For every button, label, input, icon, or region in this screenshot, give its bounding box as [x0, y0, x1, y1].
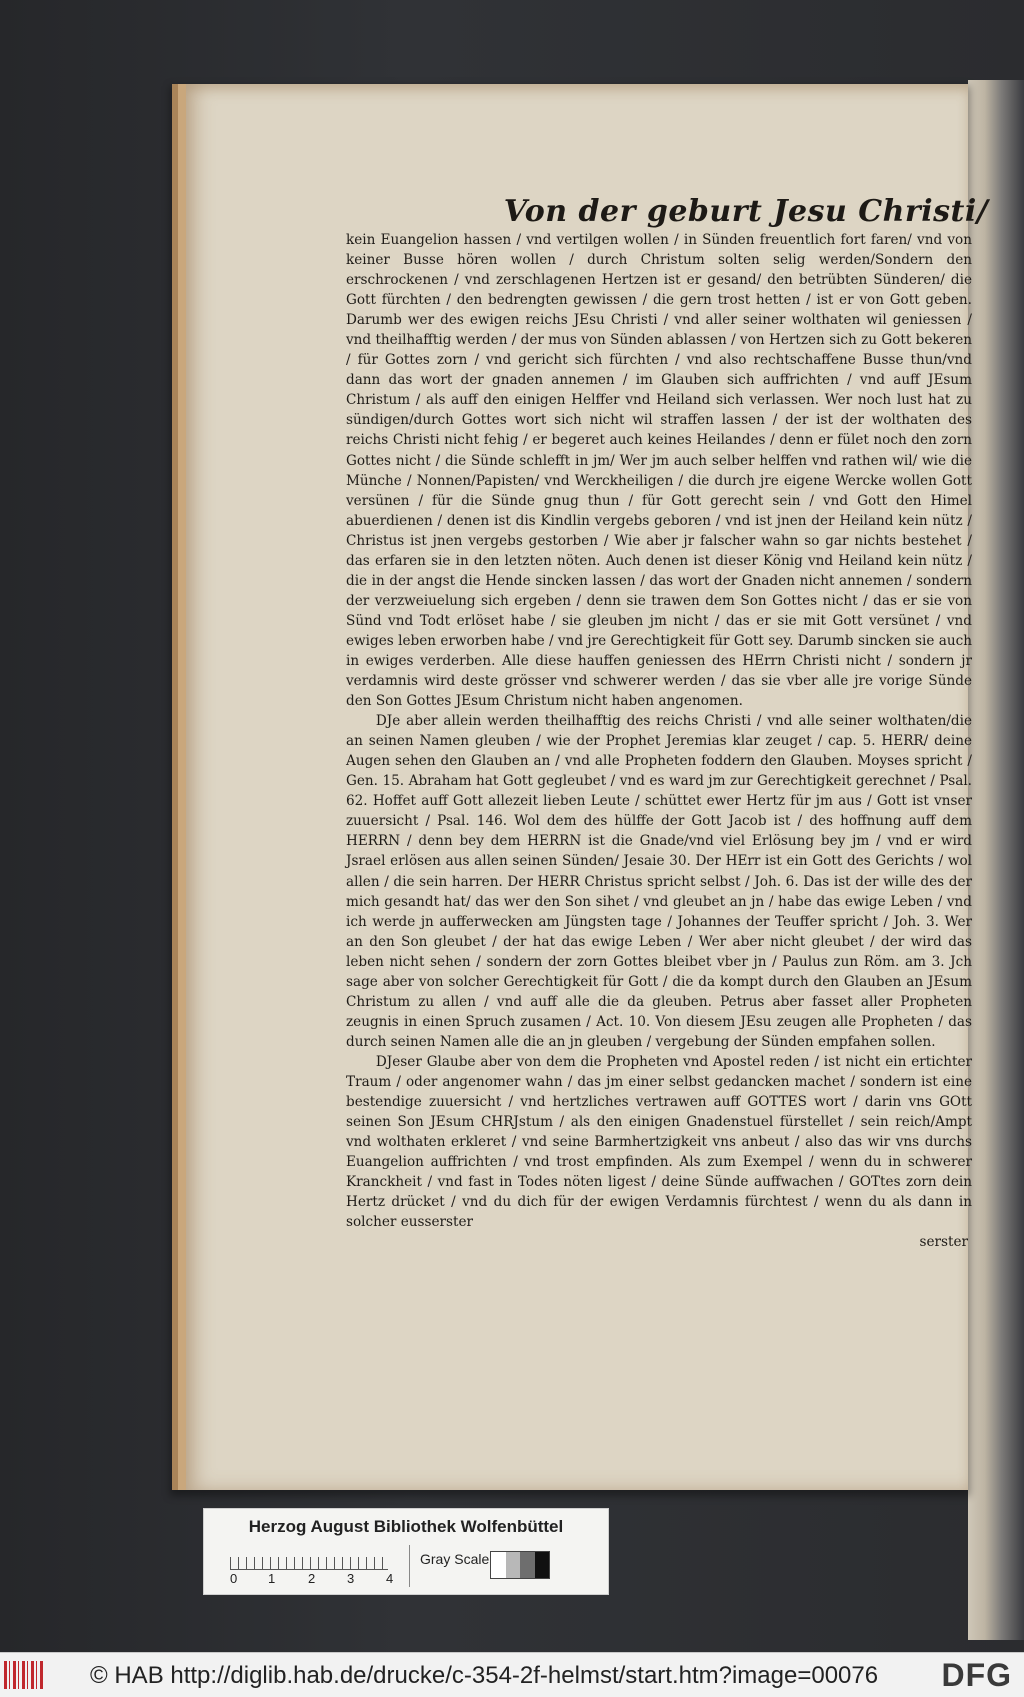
source-url-link[interactable]: © HAB http://diglib.hab.de/drucke/c-354-2f-helmst/start.htm?image=00076 — [90, 1662, 879, 1689]
gray-swatch — [506, 1552, 521, 1578]
ruler-numbers — [226, 1571, 406, 1589]
paragraph-2: DJe aber allein werden theilhafftig des reichs Christi / vnd alle seiner wolthaten/die an seinen Namen gleuben / wie der Prophet Jeremias klar zeuget / cap. 5. HERR/ deine Augen sehen den Glauben an / vnd alle Propheten foddern den Glauben. Moyses spricht / Gen. 15. Abraham hat Gott gegleubet / vnd es ward jm zur Gerechtigkeit gerechnet / Psal. 62. Hoffet auff Gott allezeit lieben Leute / schüttet ewer Hertz für jm aus / Gott ist vnser zuuersicht / Psal. 146. Wol dem des hülffe der Gott Jacob ist / des hoffnung auff dem HERRN / denn bey dem HERRN ist die Gnade/vnd viel Erlösung bey jm / vnd er wird Jsrael erlösen aus allen seinen Sünden/ Jesaie 30. Der HErr ist ein Gott des Gerichts / wol allen / die sein harren. Der HERR Christus spricht selbst / Joh. 6. Das ist der wille des der mich gesandt hat/ das wer den Son sihet / vnd gleubet an jn / habe das ewige Leben / vnd ich werde jn aufferwecken am Jüngsten tage / Johannes der Teuffer spricht / Joh. 3. Wer an den Son gleubet / der hat das ewige Leben / Wer aber nicht gleubet / der wird das leben nicht sehen / sondern der zorn Gottes bleibet vber jn / Paulus zun Röm. am 3. Jch sage aber von solcher Gerechtigkeit für Gott / die da kompt durch den Glauben an JEsum Christum zu allen / vnd auff alle die da gleuben. Petrus aber fasset aller Propheten zeugnis in einen Spruch zusamen / Act. 10. Von diesem JEsu zeugen alle Propheten / das durch seinen Namen alle die an jn gleuben / vergebung der Sünden empfahen sollen. — [346, 713, 972, 1050]
catchword: serster — [919, 1234, 968, 1251]
gray-swatch — [520, 1552, 535, 1578]
ruler-number: 2 — [308, 1571, 316, 1586]
gray-swatch — [491, 1552, 506, 1578]
ruler-number: 3 — [347, 1571, 355, 1586]
book-page — [172, 84, 989, 1490]
viewer-footer — [0, 1652, 1024, 1697]
dfg-logo: DFG — [941, 1657, 1012, 1693]
paragraph-3: DJeser Glaube aber von dem die Propheten vnd Apostel reden / ist nicht ein ertichter Traum / oder angenomer wahn / das jm einer selbst gedancken machet / sondern ist eine bestendige zuuersicht / vnd hertzliches vertrawen auff GOTTES wort / darin vns GOtt seinen Son JEsum CHRJstum / als den einigen Gnadenstuel fürstellet / sein reich/Ampt vnd wolthaten erkleret / vnd seine Barmhertzigkeit vns anbeut / also das wir vns durchs Euangelion auffrichten / vnd trost empfinden. Als zum Exempel / wenn du in schwerer Kranckheit / vnd fast in Todes nöten ligest / deine Sünde auffwachen / GOTtes zorn dein Hertz drücket / vnd du dich für der ewigen Verdamnis fürchtest / wenn du als dann in solcher eusserster — [346, 1053, 972, 1231]
running-title: Von der geburt Jesu Christi/ — [503, 194, 989, 229]
facing-page-edge — [968, 80, 1024, 1640]
ruler-number: 1 — [268, 1571, 276, 1586]
gray-scale-label: Gray Scale — [420, 1551, 490, 1567]
label-divider — [409, 1545, 410, 1587]
ruler-number: 4 — [386, 1571, 394, 1586]
ruler-number: 0 — [230, 1571, 238, 1586]
gray-scale-swatches — [490, 1551, 550, 1579]
paragraph-1: kein Euangelion hassen / vnd vertilgen wollen / in Sünden freuentlich fort faren/ vnd von keiner Busse hören wollen / durch Christum solten selig werden/Sondern den erschrockenen / vnd zerschlagenen Hertzen ist er gesand/ den betrübten Sünderen/ die Gott fürchten / den bedrengten gewissen / die gern trost hetten / ist er von Gott geben. Darumb wer des ewigen reichs JEsu Christi / vnd aller seiner wolthaten wil geniessen / vnd theilhafftig werden / der mus von Sünden ablassen / von Hertzen sich zu Gott bekeren / für Gottes zorn / vnd gericht sich fürchten / vnd also rechtschaffene Busse thun/vnd dann das wort der gnaden annemen / im Glauben sich auffrichten / vnd auff JEsum Christum / als auff den einigen Helffer vnd Heiland sich verlassen. Wer noch lust hat zu sündigen/durch Gottes wort sich nicht wil straffen lassen / der ist der wolthaten des reichs Christi nicht fehig / er begeret auch keines Heilandes / denn er fület noch den zorn Gottes nicht / die Sünde schlefft in jm/ Wer jm auch selber helffen vnd rathen wil/ wie die Münche / Nonnen/Papisten/ vnd Werckheiligen / die durch jre eigene Wercke wollen Gott versünen / für die Sünde gnug thun / für Gott gerecht sein / vnd Gott den Himel abuerdienen / denen ist dis Kindlin vergebs geboren / vnd ist jnen der Heiland kein nütz / Christus ist jnen vergebs gestorben / Wie aber jr falscher wahn so gar nichts bestehet / das erfaren sie in den letzten nöten. Auch denen ist dieser König vnd Heiland kein nütz / die in der angst die Hende sincken lassen / das wort der Gnaden nicht annemen / sondern der verzweiuelung sich ergeben / denn sie trawen dem Son Gottes nicht / das er sie von Sünd vnd Todt erlöset habe / sie gleuben jm nicht / das er sie mit Gott versünet / vnd ewiges leben erworben habe / vnd jre Gerechtigkeit für Gott sey. Darumb sincken sie auch in ewiges verderben. Alle diese hauffen geniessen des HErrn Christi nicht / sondern jr verdamnis wird deste grösser vnd schwerer werden / das sie vber alle jre vorige Sünde den Son Gottes JEsum Christum nicht haben angenomen. — [346, 232, 972, 710]
hab-logo-icon — [4, 1661, 44, 1689]
library-name: Herzog August Bibliothek Wolfenbüttel — [248, 1517, 564, 1536]
gray-swatch — [535, 1552, 550, 1578]
body-text — [346, 230, 972, 1252]
library-color-target-label — [203, 1508, 609, 1595]
cm-ruler — [230, 1547, 388, 1570]
